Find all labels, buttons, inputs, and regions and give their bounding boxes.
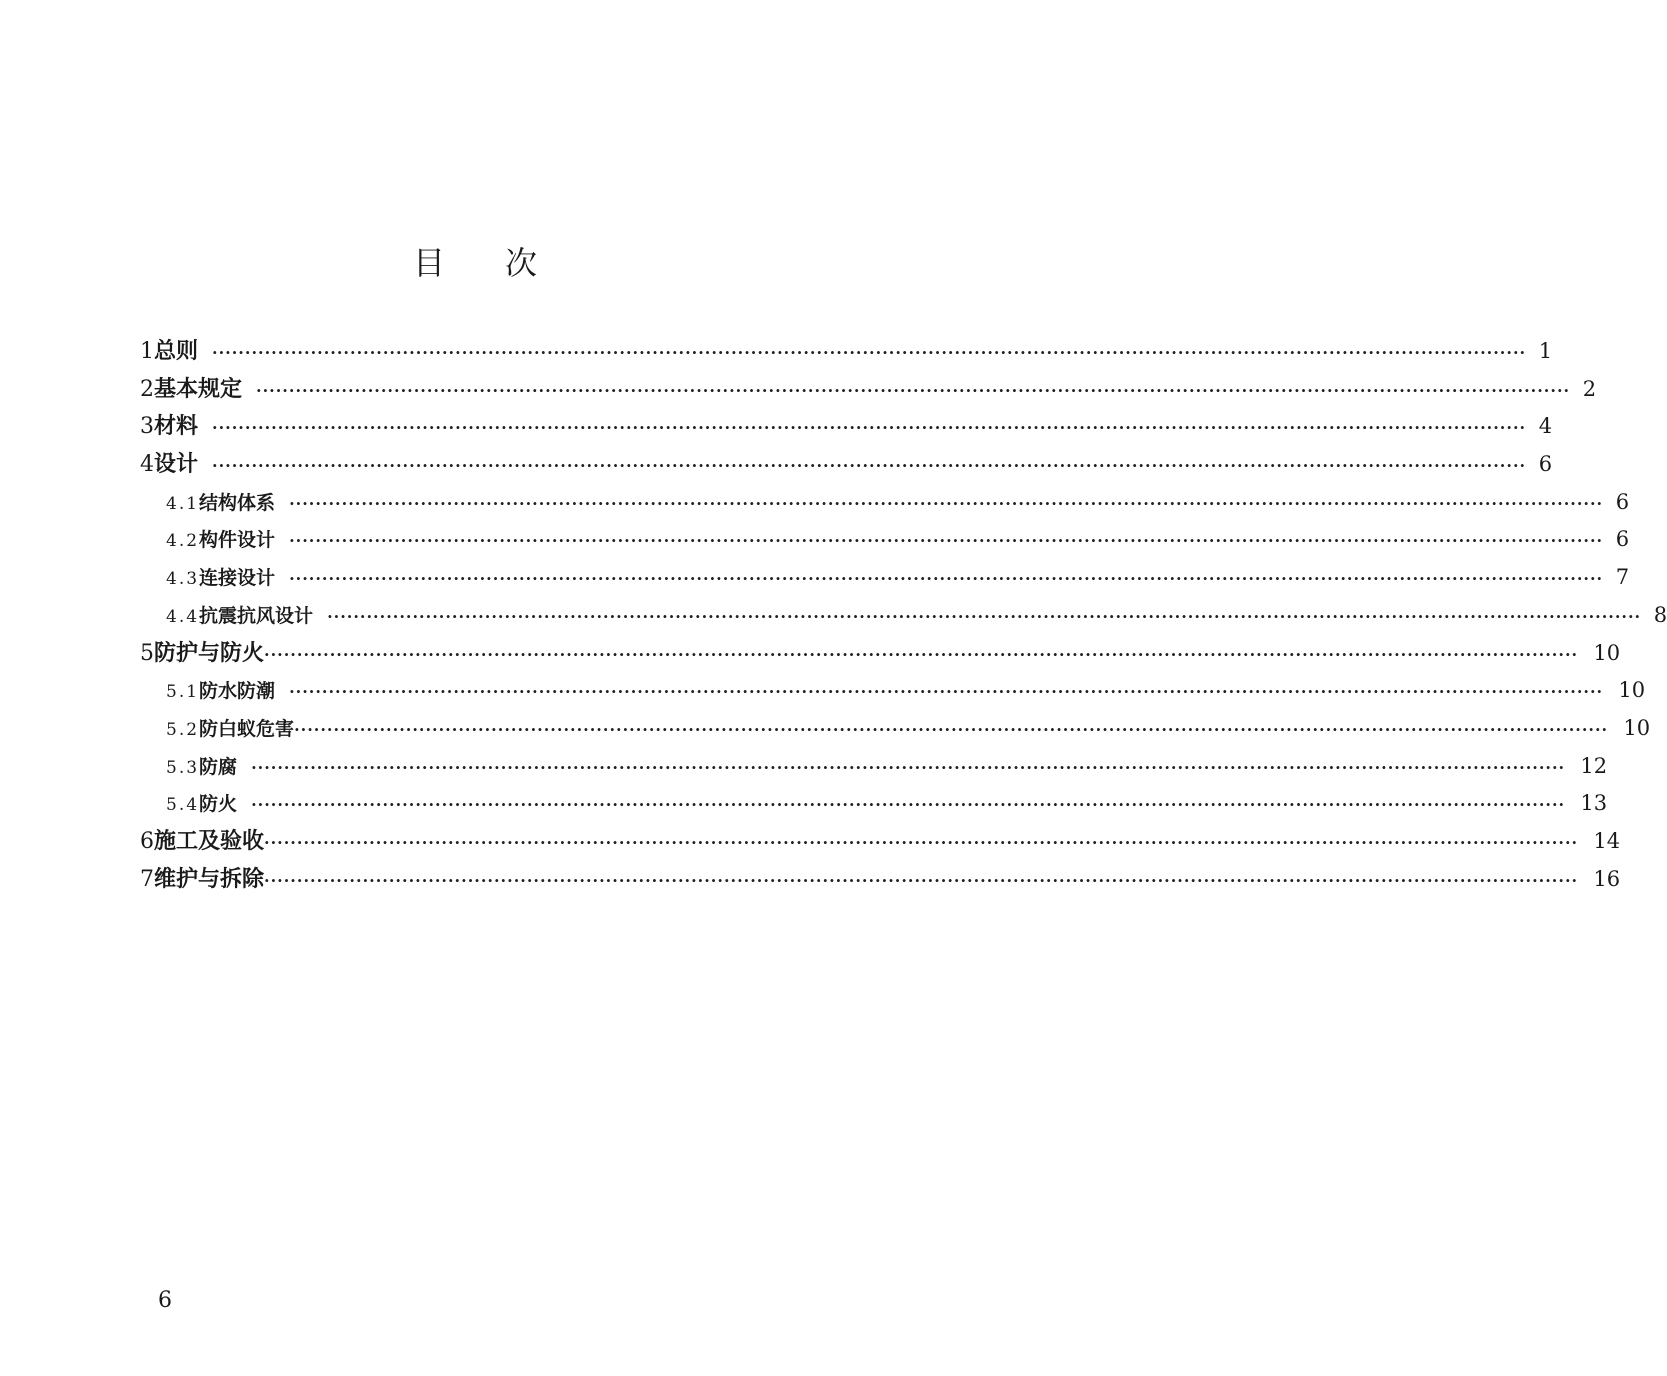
dot-leader: ········································································································································································································ — [289, 493, 1604, 513]
toc-entry-title: 结构体系 — [199, 491, 276, 514]
dot-leader: ········································································································································································································ — [212, 418, 1527, 438]
toc-entry-title: 抗震抗风设计 — [199, 604, 314, 627]
toc-entry-title: 防护与防火 — [154, 639, 265, 666]
toc-entry[interactable] — [140, 785, 1608, 823]
toc-entry-number: 7 — [140, 866, 154, 892]
toc-entry-title: 施工及验收 — [154, 827, 265, 854]
toc-entry-page: 10 — [1623, 715, 1651, 740]
dot-leader: ········································································································································································································ — [212, 343, 1527, 362]
toc-entry-page: 4 — [1538, 414, 1553, 439]
toc-entry-number: 2 — [140, 376, 154, 402]
toc-entry[interactable] — [140, 559, 1630, 597]
toc-entry[interactable] — [140, 484, 1630, 522]
toc-entry-number: 4.1 — [166, 493, 200, 514]
page-title: 目次 — [412, 244, 597, 282]
toc-entry-title: 构件设计 — [199, 529, 276, 552]
dot-leader: ········································································································································································································ — [289, 531, 1604, 551]
toc-entry-title: 防腐 — [199, 755, 238, 778]
toc-entry-title: 材料 — [154, 413, 199, 440]
toc-entry-page: 1 — [1538, 339, 1553, 363]
toc-entry-number: 1 — [140, 339, 154, 364]
toc-entry[interactable] — [140, 635, 1621, 673]
toc-entry-title: 总则 — [154, 338, 199, 364]
toc-entry[interactable] — [140, 333, 1553, 371]
dot-leader: ········································································································································································································ — [256, 380, 1571, 400]
toc-entry-title: 基本规定 — [154, 375, 243, 402]
toc-entry-number: 5.3 — [166, 757, 200, 778]
toc-entry[interactable] — [140, 710, 1651, 748]
toc-entry-page: 16 — [1593, 866, 1621, 891]
toc-entry[interactable] — [140, 823, 1621, 861]
toc-entry[interactable] — [140, 597, 1667, 635]
toc-entry-page: 13 — [1580, 791, 1608, 816]
page-number: 6 — [158, 1288, 172, 1313]
toc-entry-number: 5 — [140, 640, 154, 666]
toc-entry-number: 5.4 — [166, 795, 200, 816]
dot-leader: ········································································································································································································ — [264, 644, 1579, 664]
toc-entry-page: 12 — [1580, 753, 1608, 778]
toc-entry-number: 5.1 — [166, 682, 200, 703]
toc-entry[interactable] — [140, 521, 1630, 559]
toc-entry[interactable] — [140, 408, 1553, 446]
toc-entry-page: 10 — [1618, 678, 1646, 703]
toc-entry[interactable] — [140, 748, 1608, 786]
dot-leader: ········································································································································································································ — [327, 606, 1642, 626]
dot-leader: ········································································································································································································ — [251, 795, 1566, 815]
dot-leader: ········································································································································································································ — [289, 569, 1604, 589]
toc-entry-number: 4.2 — [166, 531, 200, 552]
toc-entry-page: 8 — [1653, 602, 1667, 627]
toc-entry-page: 14 — [1593, 828, 1621, 853]
toc-entry[interactable] — [140, 446, 1553, 484]
dot-leader: ········································································································································································································ — [251, 757, 1566, 777]
toc-entry-page: 7 — [1615, 565, 1630, 590]
toc-entry-title: 连接设计 — [199, 567, 276, 590]
toc-entry[interactable] — [140, 672, 1646, 710]
toc-entry-number: 4 — [140, 452, 154, 478]
toc-entry-number: 4.4 — [166, 606, 200, 627]
toc-entry-title: 防白蚁危害 — [199, 717, 295, 740]
toc-entry-title: 防火 — [199, 793, 238, 816]
toc-entry-title: 维护与拆除 — [154, 865, 265, 892]
toc-entry-title: 防水防潮 — [199, 680, 276, 703]
toc-entry-number: 3 — [140, 414, 154, 440]
dot-leader: ········································································································································································································ — [264, 870, 1579, 890]
toc-entry-page: 6 — [1615, 527, 1630, 552]
toc-entry-page: 6 — [1538, 452, 1553, 477]
toc-entry-number: 6 — [140, 828, 154, 854]
dot-leader: ········································································································································································································ — [294, 719, 1609, 739]
toc-entry[interactable] — [140, 371, 1597, 409]
toc-entry-number: 5.2 — [166, 719, 200, 740]
dot-leader: ········································································································································································································ — [264, 832, 1579, 852]
dot-leader: ········································································································································································································ — [212, 456, 1527, 476]
table-of-contents — [140, 333, 1667, 898]
toc-entry-title: 设计 — [154, 451, 199, 478]
toc-entry-number: 4.3 — [166, 569, 200, 590]
dot-leader: ········································································································································································································ — [289, 682, 1604, 702]
toc-entry[interactable] — [140, 861, 1621, 899]
toc-entry-page: 6 — [1615, 489, 1630, 514]
toc-entry-page: 2 — [1582, 376, 1597, 401]
toc-entry-page: 10 — [1593, 640, 1621, 665]
